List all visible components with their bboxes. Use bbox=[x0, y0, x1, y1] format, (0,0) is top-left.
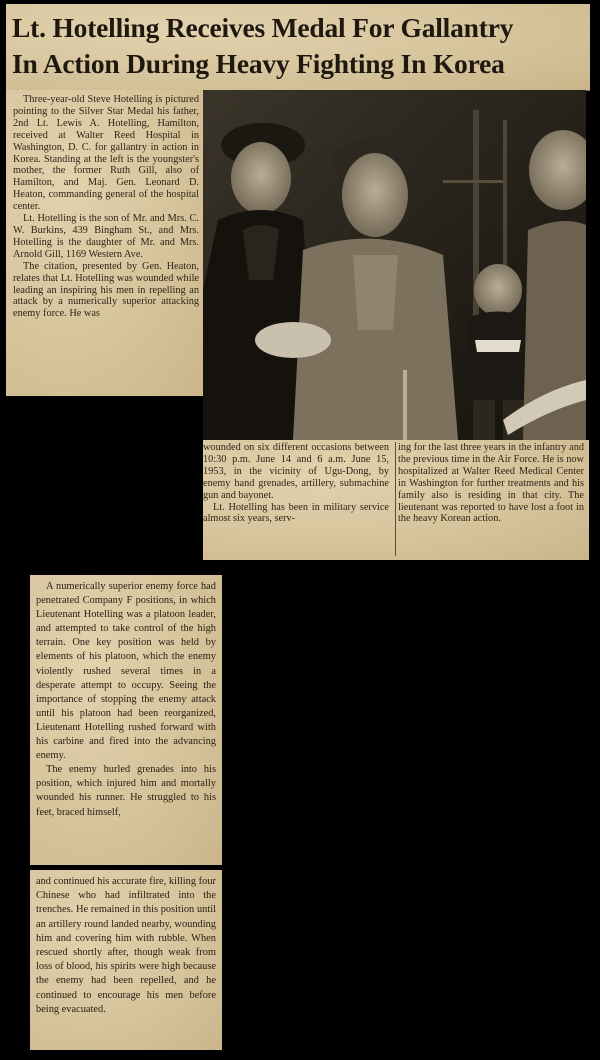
article-column-2 bbox=[203, 442, 389, 525]
article-paragraph: Lt. Hotelling is the son of Mr. and Mrs. C. W. Burkins, 439 Bingham St., and Mrs. Hotelling is the daughter of Mr. and Mrs. Arnold Gill, 1169 Western Ave. bbox=[13, 213, 199, 260]
headline bbox=[12, 10, 586, 82]
citation-text-1 bbox=[36, 580, 216, 820]
citation-clipping-2 bbox=[30, 870, 222, 1050]
article-paragraph: wounded on six different occasions between 10:30 p.m. June 14 and 6 a.m. June 15, 1953, in the vicinity of Ugu-Dong, by enemy hand grenades, artillery, submachine gun and bayonet. bbox=[203, 442, 389, 501]
citation-paragraph: The enemy hurled grenades into his position, which injured him and mortally wounded his runner. He struggled to his feet, braced himself, bbox=[36, 764, 216, 818]
article-paragraph: Lt. Hotelling has been in military service almost six years, serv- bbox=[203, 501, 389, 525]
citation-clipping-1 bbox=[30, 575, 222, 865]
article-column-3 bbox=[398, 442, 584, 525]
news-photo bbox=[203, 90, 586, 440]
citation-text-2 bbox=[36, 875, 216, 1017]
column-divider bbox=[395, 442, 396, 556]
article-column-1 bbox=[13, 94, 199, 320]
news-photo-image bbox=[203, 90, 586, 440]
citation-paragraph: A numerically superior enemy force had penetrated Company F positions, in which Lieutenant Hotelling was a platoon leader, and attempted to take control of the high terrain. One key position was held by elements of his platoon, which the enemy violently rushed several times in a desperate attempt to occupy. Seeing the importance of stopping the enemy attack until his platoon had been reorganized, Lieutenant Hotelling rushed forward with his carbine and fired into the advancing enemy. bbox=[36, 581, 216, 762]
article-paragraph: The citation, presented by Gen. Heaton, relates that Lt. Hotelling was wounded while leading an inspiring his men in repelling an attack by a numerically superior attacking enemy force. He was bbox=[13, 260, 199, 320]
article-column-1-clipping bbox=[6, 90, 203, 396]
citation-paragraph: and continued his accurate fire, killing four Chinese who had infiltrated into the trenches. He remained in this position until an artillery round landed nearby, wounding him and covering him with rubble. When rescued shortly after, though weak from loss of blood, his spirits were high because the enemy had been repelled, and he continued to encourage his men before being evacuated. bbox=[36, 876, 216, 1015]
headline-line-2: In Action During Heavy Fighting In Korea bbox=[12, 48, 505, 79]
article-paragraph: Three-year-old Steve Hotelling is pictured pointing to the Silver Star Medal his father, 2nd Lt. Lewis A. Hotelling, Hamilton, received at Walter Reed Hospital in Washington, D. C. for gallantry in action in Korea. Standing at the left is the youngster's mother, the former Ruth Gill, also of Hamilton, and Maj. Gen. Leonard D. Heaton, commanding general of the hospital center. bbox=[13, 94, 199, 213]
article-paragraph: ing for the last three years in the infantry and the previous time in the Air Force. He is now hospitalized at Walter Reed Medical Center in Washington for further treatments and his family also is residing in that city. The lieutenant was reported to have lost a foot in the heavy Korean action. bbox=[398, 442, 584, 525]
headline-line-1: Lt. Hotelling Receives Medal For Gallantry bbox=[12, 12, 514, 43]
article-columns-2-3-clipping bbox=[203, 440, 589, 560]
headline-clipping bbox=[6, 4, 590, 91]
